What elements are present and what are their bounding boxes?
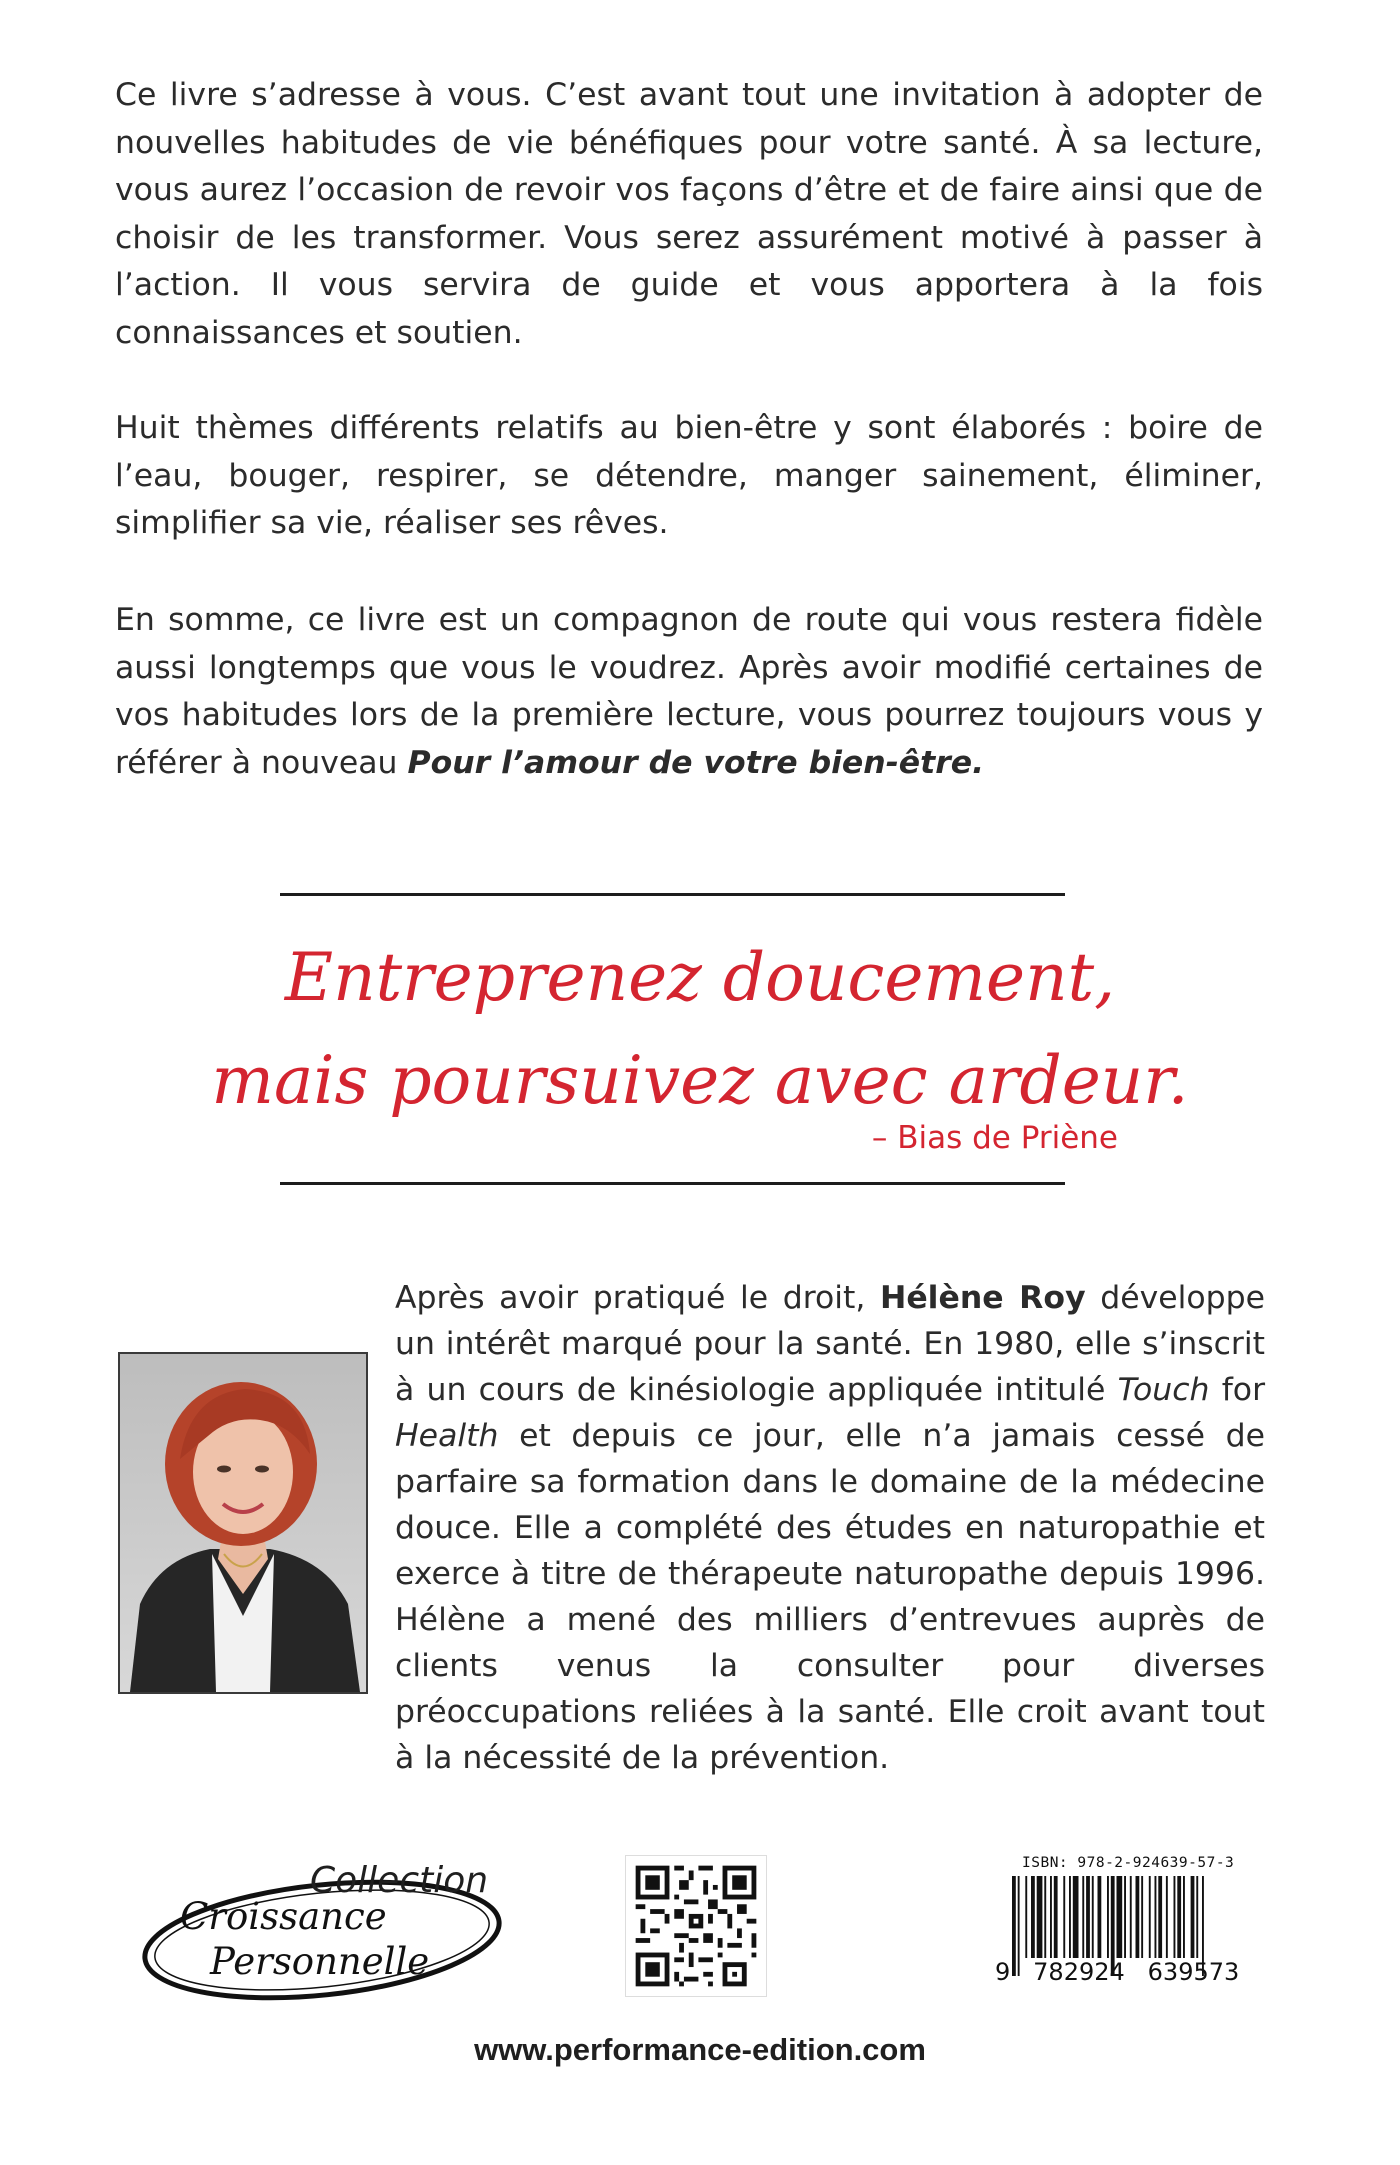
bio-part-2: développe un intérêt marqué pour la santé. En 1980, elle s’inscrit à un cours de kinésiologie appliquée intitulé — [395, 1280, 1265, 1408]
barcode-bar — [1092, 1876, 1094, 1958]
intro-paragraph-3-text: En somme, ce livre est un compagnon de route qui vous restera fidèle aussi longtemps que vous le voudrez. Après avoir modifié certaines de vos habitudes lors de la première lecture, vous pourrez toujours vous y référer à nouveau — [115, 602, 1263, 781]
quote-author: – Bias de Priène — [871, 1120, 1118, 1156]
barcode-bar — [1174, 1876, 1176, 1958]
barcode-bar — [1073, 1876, 1079, 1958]
barcode-bar — [1196, 1876, 1198, 1958]
barcode-bar — [1183, 1876, 1185, 1958]
barcode-digits: 9 782924 639573 — [995, 1958, 1240, 1986]
quote-divider-bottom — [280, 1182, 1065, 1185]
logo-word-croissance: Croissance — [180, 1895, 387, 1938]
barcode-bar — [1025, 1876, 1027, 1958]
barcode-bar — [1158, 1876, 1162, 1958]
author-photo — [118, 1352, 368, 1694]
barcode-bar — [1117, 1876, 1123, 1958]
barcode-bar — [1069, 1876, 1071, 1958]
quote-line-1: Entreprenez doucement, — [284, 939, 1116, 1016]
barcode-bar — [1149, 1876, 1151, 1958]
barcode-bar — [1141, 1876, 1143, 1958]
author-bio — [395, 1275, 1265, 1781]
course-title-word-2: Health — [395, 1418, 499, 1454]
author-portrait-illustration — [120, 1354, 366, 1692]
barcode-bar — [1054, 1876, 1058, 1958]
barcode-bar — [1050, 1876, 1052, 1958]
course-title-word-1: Touch — [1117, 1372, 1210, 1408]
bio-lead: Après avoir pratiqué le droit, — [395, 1280, 866, 1316]
barcode-bar — [1177, 1876, 1181, 1958]
quote-line-2: mais poursuivez avec ardeur. — [211, 1042, 1189, 1119]
course-title-for: for — [1221, 1372, 1266, 1408]
barcode-bar — [1107, 1876, 1109, 1958]
author-name: Hélène Roy — [879, 1280, 1086, 1316]
barcode-bar — [1124, 1876, 1126, 1958]
isbn-label: ISBN: 978-2-924639-57-3 — [1022, 1855, 1235, 1871]
barcode-bar — [1191, 1876, 1195, 1958]
intro-paragraph-2: Huit thèmes différents relatifs au bien-être y sont élaborés : boire de l’eau, bouger, respirer, se détendre, manger sainement, éliminer, simplifier sa vie, réaliser ses rêves. — [115, 410, 1263, 541]
barcode-bar — [1166, 1876, 1168, 1958]
bio-part-3: et depuis ce jour, elle n’a jamais cessé de parfaire sa formation dans le domaine de la médecine douce. Elle a complété des études en naturopathie et exerce à titre de thérapeute naturopathe depuis 1996. Hélène a mené des milliers d’entrevues auprès de clients venus la consulter pour diverses préoccupations reliées à la santé. Elle croit avant tout à la nécessité de la prévention. — [395, 1418, 1266, 1776]
barcode-bar — [1130, 1876, 1132, 1958]
quote-divider-top — [280, 893, 1065, 896]
intro-paragraph-3 — [115, 597, 1263, 787]
barcode-bar — [1037, 1876, 1043, 1958]
logo-word-personnelle: Personnelle — [210, 1940, 430, 1983]
barcode-bar — [1086, 1876, 1090, 1958]
barcode-bar — [1082, 1876, 1084, 1958]
barcode-bar — [1063, 1876, 1065, 1958]
barcode-bar — [1155, 1876, 1157, 1958]
barcode-bar — [1031, 1876, 1035, 1958]
barcode-bar — [1044, 1876, 1046, 1958]
collection-label: Collection — [310, 1860, 489, 1901]
publisher-website-link[interactable]: www.performance-edition.com — [474, 2032, 926, 2067]
barcode-bar — [1136, 1876, 1140, 1958]
barcode-bar — [1098, 1876, 1102, 1958]
intro-paragraph-1: Ce livre s’adresse à vous. C’est avant tout une invitation à adopter de nouvelles habitudes de vie bénéfiques pour votre santé. À sa lecture, vous aurez l’occasion de revoir vos façons d’être et de faire ainsi que de choisir de les transformer. Vous serez assurément motivé à passer à l’action. Il vous servira de guide et vous apportera à la fois connaissances et soutien. — [115, 77, 1263, 351]
book-title-emphasis: Pour l’amour de votre bien-être. — [407, 744, 985, 781]
qr-code[interactable] — [625, 1855, 767, 1997]
